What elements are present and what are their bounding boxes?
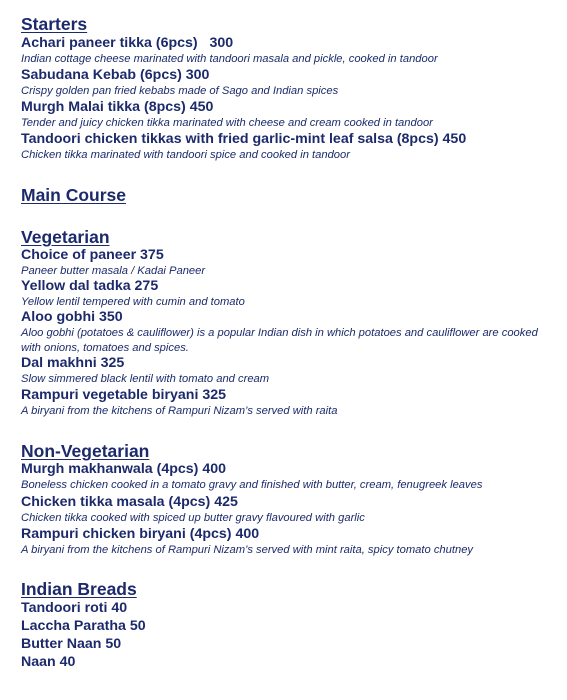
menu-item-title: Butter Naan 50	[21, 636, 122, 652]
menu-item-title: Aloo gobhi 350	[21, 309, 123, 325]
menu-item-title: Tandoori chicken tikkas with fried garlic-mint leaf salsa (8pcs) 450	[21, 131, 467, 147]
menu-item-description: A biryani from the kitchens of Rampuri Nizam’s served with raita	[21, 405, 338, 417]
menu-item-description: Boneless chicken cooked in a tomato gravy and finished with butter, cream, fenugreek leaves	[21, 479, 483, 491]
menu-item-title: Murgh Malai tikka (8pcs) 450	[21, 99, 214, 115]
menu-item-description: Paneer butter masala / Kadai Paneer	[21, 265, 206, 277]
menu-item-description: Yellow lentil tempered with cumin and tomato	[21, 296, 245, 308]
menu-item-title: Dal makhni 325	[21, 355, 125, 371]
menu-item-title: Rampuri vegetable biryani 325	[21, 387, 227, 403]
menu-item-title: Yellow dal tadka 275	[21, 278, 159, 294]
section-heading-non-vegetarian: Non-Vegetarian	[21, 441, 150, 461]
section-heading-starters: Starters	[21, 14, 88, 34]
menu-item-title: Achari paneer tikka (6pcs) 300	[21, 35, 234, 51]
menu-item-title: Chicken tikka masala (4pcs) 425	[21, 494, 238, 510]
menu-item-title: Tandoori roti 40	[21, 600, 128, 616]
section-heading-indian-breads: Indian Breads	[21, 579, 137, 599]
menu-item-title: Naan 40	[21, 654, 76, 670]
section-heading-vegetarian: Vegetarian	[21, 227, 110, 247]
menu-item-description: Chicken tikka cooked with spiced up butter gravy flavoured with garlic	[21, 512, 365, 524]
menu-item-description: Tender and juicy chicken tikka marinated with cheese and cream cooked in tandoor	[21, 117, 433, 129]
menu-item-description: Chicken tikka marinated with tandoori spice and cooked in tandoor	[21, 149, 350, 161]
menu-item-title: Rampuri chicken biryani (4pcs) 400	[21, 526, 260, 542]
menu-item-title: Murgh makhanwala (4pcs) 400	[21, 461, 226, 477]
menu-item-title: Choice of paneer 375	[21, 247, 164, 263]
menu-item-description: Slow simmered black lentil with tomato and cream	[21, 373, 270, 385]
menu-item-description: A biryani from the kitchens of Rampuri Nizam’s served with mint raita, spicy tomato chutney	[21, 544, 474, 556]
section-heading-main-course: Main Course	[21, 185, 127, 205]
menu-item-description: Crispy golden pan fried kebabs made of Sago and Indian spices	[21, 85, 339, 97]
menu-item-description: Aloo gobhi (potatoes & cauliflower) is a popular Indian dish in which potatoes and cauliflower are cooked with onions, tomatoes and spices.	[21, 327, 538, 354]
menu-item-description: Indian cottage cheese marinated with tandoori masala and pickle, cooked in tandoor	[21, 53, 438, 65]
menu-item-title: Sabudana Kebab (6pcs) 300	[21, 67, 210, 83]
menu-item-title: Laccha Paratha 50	[21, 618, 146, 634]
